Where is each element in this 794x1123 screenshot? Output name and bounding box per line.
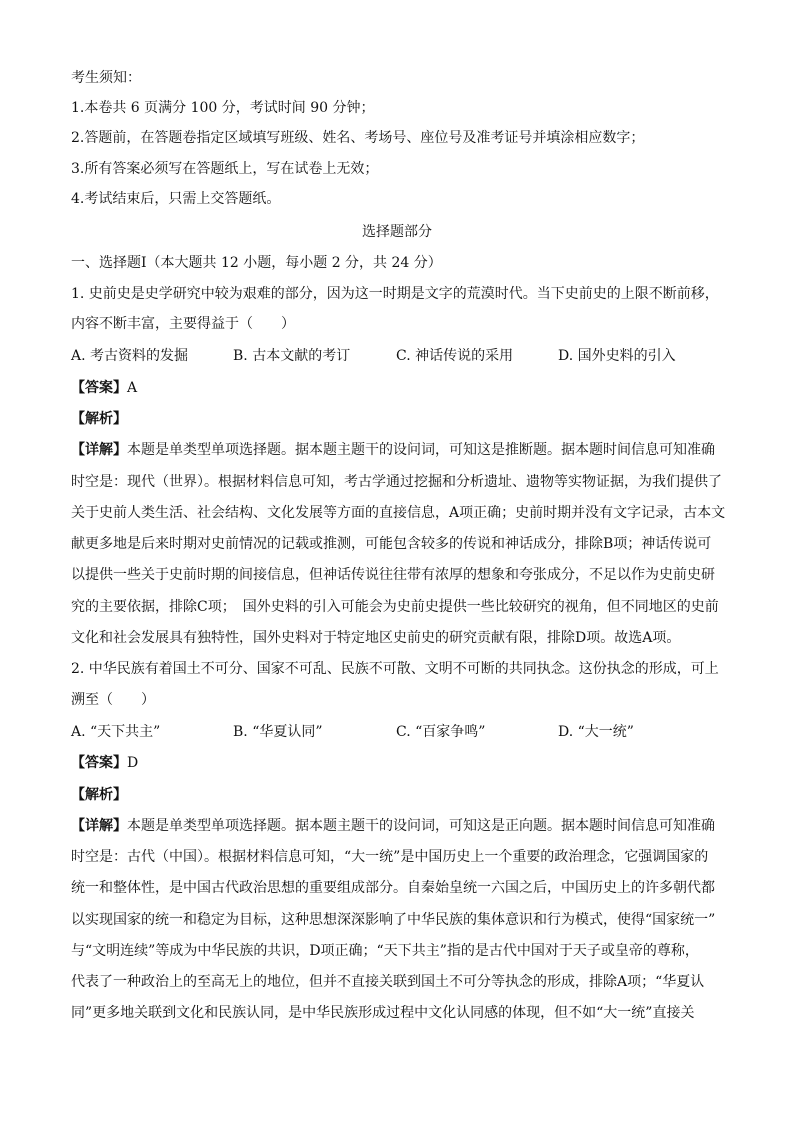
notice-item: 4.考试结束后，只需上交答题纸。	[71, 191, 281, 207]
option-b: B. 古本文献的考订	[233, 348, 351, 364]
detail-line	[71, 816, 715, 836]
answer-tag: 【答案】	[71, 380, 127, 396]
detail-line: 时空是：古代（中国）。根据材料信息可知，“大一统”是中国历史上一个重要的政治理念，它强调国家的	[71, 849, 709, 865]
option-d: D. “大一统”	[558, 724, 634, 740]
detail-line: 以实现国家的统一和稳定为目标，这种思想深深影响了中华民族的集体意识和行为模式，使得“国家统一”	[71, 912, 716, 928]
notice-item: 2.答题前，在答题卷指定区域填写班级、姓名、考场号、座位号及准考证号并填涂相应数字；	[71, 130, 645, 146]
option-a: A. “天下共主”	[71, 724, 161, 740]
option-c: C. 神话传说的采用	[396, 348, 514, 364]
question-stem: 内容不断丰富，主要得益于（ ）	[71, 316, 295, 332]
option-d: D. 国外史料的引入	[558, 348, 676, 364]
detail-line: 时空是：现代（世界）。根据材料信息可知，考古学通过挖掘和分析遗址、遗物等实物证据，为我们提供了	[71, 474, 722, 490]
detail-line: 同”更多地关联到文化和民族认同，是中华民族形成过程中文化认同感的体现，但不如“大一统”直接关	[71, 1005, 695, 1021]
answer-tag: 【答案】	[71, 755, 127, 771]
option-c: C. “百家争鸣”	[396, 724, 486, 740]
answer-value: D	[127, 755, 139, 771]
detail-line: 献更多地是后来时期对史前情况的记载或推测，可能包含较多的传说和神话成分，排除B项；神话传说可	[71, 536, 712, 552]
notice-item: 3.所有答案必须写在答题纸上，写在试卷上无效；	[71, 161, 379, 177]
question-stem: 溯至（ ）	[71, 692, 155, 708]
detail-line: 代表了一种政治上的至高无上的地位，但并不直接关联到国土不可分等执念的形成，排除A项；“华夏认	[71, 974, 705, 990]
detail-line: 关于史前人类生活、社会结构、文化发展等方面的直接信息，A项正确；史前时期并没有文字记录，古本文	[71, 505, 726, 521]
detail-line: 以提供一些关于史前时期的间接信息，但神话传说往往带有浓厚的想象和夸张成分，不足以作为史前史研	[71, 567, 715, 583]
option-b: B. “华夏认同”	[233, 724, 323, 740]
part-heading: 一、选择题Ⅰ（本大题共 12 小题，每小题 2 分，共 24 分）	[71, 255, 442, 271]
detail-text: 本题是单类型单项选择题。据本题主题干的设问词，可知这是正向题。据本题时间信息可知准确	[127, 818, 715, 834]
answer-line	[71, 378, 137, 398]
detail-line: 究的主要依据，排除C项； 国外史料的引入可能会为史前史提供一些比较研究的视角，但不同地区的史前	[71, 599, 719, 615]
analysis-tag: 【解析】	[71, 787, 127, 803]
detail-tag: 【详解】	[71, 818, 127, 834]
option-a: A. 考古资料的发掘	[71, 348, 189, 364]
detail-tag: 【详解】	[71, 442, 127, 458]
detail-text: 本题是单类型单项选择题。据本题主题干的设问词，可知这是推断题。据本题时间信息可知准确	[127, 442, 715, 458]
question-stem: 2. 中华民族有着国土不可分、国家不可乱、民族不可散、文明不可断的共同执念。这份执念的形成，可上	[71, 661, 719, 677]
detail-line: 文化和社会发展具有独特性，国外史料对于特定地区史前史的研究贡献有限，排除D项。故选A项。	[71, 630, 681, 646]
detail-line: 与“文明连续”等成为中华民族的共识，D项正确；“天下共主”指的是古代中国对于天子或皇帝的尊称，	[71, 943, 699, 959]
answer-value: A	[127, 380, 138, 396]
detail-line	[71, 440, 715, 460]
analysis-tag: 【解析】	[71, 411, 127, 427]
section-title: 选择题部分	[362, 224, 432, 240]
notice-title: 考生须知：	[71, 70, 141, 86]
notice-item: 1.本卷共 6 页满分 100 分，考试时间 90 分钟；	[71, 100, 375, 116]
answer-line	[71, 753, 138, 773]
question-stem: 1. 史前史是史学研究中较为艰难的部分，因为这一时期是文字的荒漠时代。当下史前史的上限不断前移，	[71, 286, 719, 302]
detail-line: 统一和整体性，是中国古代政治思想的重要组成部分。自秦始皇统一六国之后，中国历史上的许多朝代都	[71, 880, 715, 896]
